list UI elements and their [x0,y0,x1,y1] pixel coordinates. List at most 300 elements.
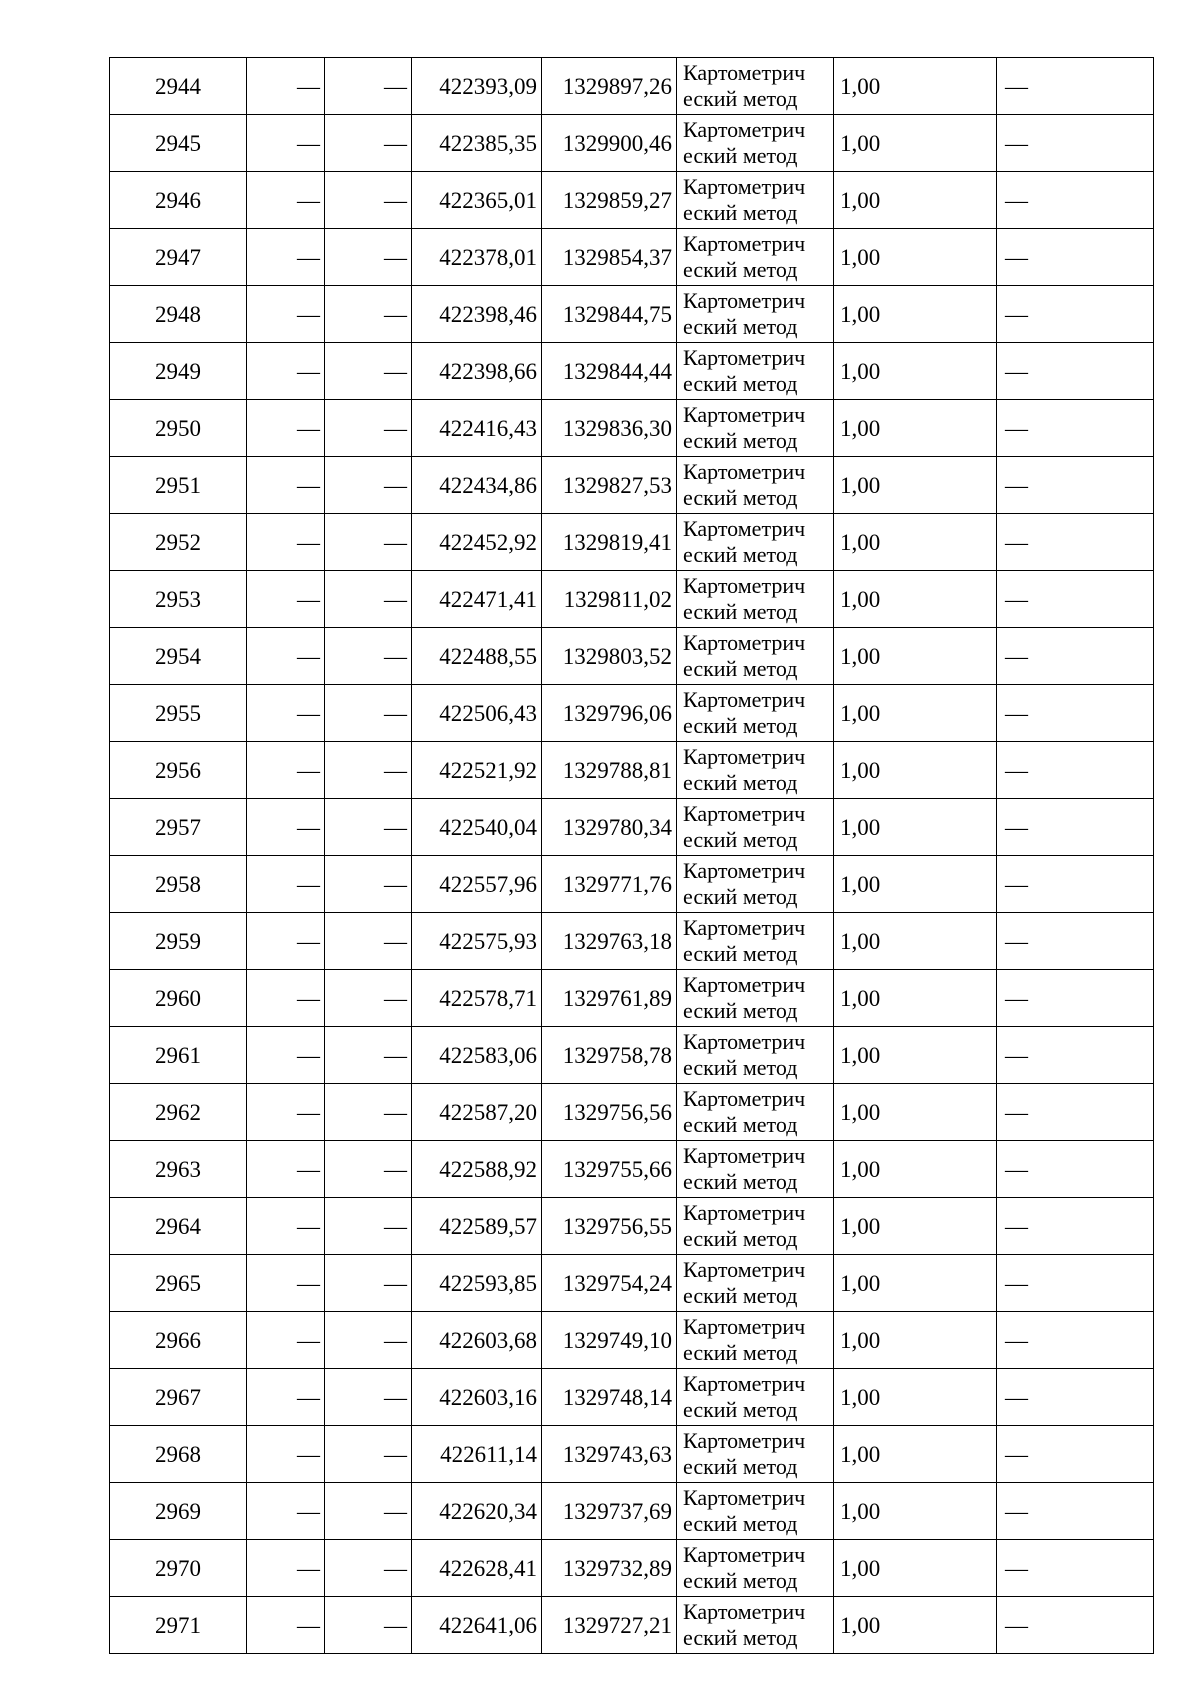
x-coordinate-cell: 422557,96 [412,856,542,913]
method-line-1: Картометрич [683,1428,806,1453]
point-number-cell: 2958 [110,856,247,913]
x-coordinate-cell: 422365,01 [412,172,542,229]
empty-col-3-cell: — [325,1198,412,1255]
accuracy-cell: 1,00 [834,913,997,970]
y-coordinate-cell: 1329749,10 [542,1312,677,1369]
point-number-cell: 2954 [110,628,247,685]
point-number-cell: 2952 [110,514,247,571]
method-cell [677,343,834,400]
x-coordinate-cell: 422593,85 [412,1255,542,1312]
point-number-cell: 2959 [110,913,247,970]
point-number-cell: 2953 [110,571,247,628]
table-row [110,514,1154,571]
x-coordinate-cell: 422416,43 [412,400,542,457]
table-row [110,58,1154,115]
method-cell [677,913,834,970]
method-line-1: Картометрич [683,1599,806,1624]
empty-col-2-cell: — [247,685,325,742]
point-number-cell: 2968 [110,1426,247,1483]
accuracy-cell: 1,00 [834,286,997,343]
empty-col-2-cell: — [247,1027,325,1084]
empty-col-9-cell: — [997,1198,1154,1255]
method-line-2: еский метод [683,1568,798,1593]
y-coordinate-cell: 1329756,56 [542,1084,677,1141]
empty-col-2-cell: — [247,1369,325,1426]
table-row [110,628,1154,685]
table-row [110,1483,1154,1540]
point-number-cell: 2955 [110,685,247,742]
method-cell [677,742,834,799]
y-coordinate-cell: 1329803,52 [542,628,677,685]
empty-col-2-cell: — [247,1426,325,1483]
empty-col-3-cell: — [325,970,412,1027]
empty-col-2-cell: — [247,628,325,685]
y-coordinate-cell: 1329859,27 [542,172,677,229]
empty-col-2-cell: — [247,1084,325,1141]
y-coordinate-cell: 1329737,69 [542,1483,677,1540]
method-line-2: еский метод [683,314,798,339]
point-number-cell: 2944 [110,58,247,115]
empty-col-3-cell: — [325,1141,412,1198]
point-number-cell: 2946 [110,172,247,229]
empty-col-2-cell: — [247,742,325,799]
table-row [110,799,1154,856]
method-cell [677,400,834,457]
table-row [110,229,1154,286]
x-coordinate-cell: 422589,57 [412,1198,542,1255]
method-line-2: еский метод [683,542,798,567]
method-line-2: еский метод [683,1397,798,1422]
empty-col-2-cell: — [247,1483,325,1540]
point-number-cell: 2960 [110,970,247,1027]
method-line-2: еский метод [683,200,798,225]
empty-col-2-cell: — [247,571,325,628]
x-coordinate-cell: 422398,66 [412,343,542,400]
accuracy-cell: 1,00 [834,1141,997,1198]
method-line-2: еский метод [683,998,798,1023]
table-row [110,172,1154,229]
y-coordinate-cell: 1329844,44 [542,343,677,400]
accuracy-cell: 1,00 [834,58,997,115]
method-cell [677,799,834,856]
empty-col-9-cell: — [997,856,1154,913]
point-number-cell: 2948 [110,286,247,343]
point-number-cell: 2962 [110,1084,247,1141]
empty-col-3-cell: — [325,1084,412,1141]
method-cell [677,1084,834,1141]
y-coordinate-cell: 1329756,55 [542,1198,677,1255]
empty-col-9-cell: — [997,1141,1154,1198]
empty-col-9-cell: — [997,1027,1154,1084]
x-coordinate-cell: 422385,35 [412,115,542,172]
x-coordinate-cell: 422583,06 [412,1027,542,1084]
point-number-cell: 2956 [110,742,247,799]
method-line-2: еский метод [683,143,798,168]
method-cell [677,229,834,286]
method-cell [677,1540,834,1597]
empty-col-9-cell: — [997,400,1154,457]
method-cell [677,1198,834,1255]
empty-col-3-cell: — [325,400,412,457]
accuracy-cell: 1,00 [834,685,997,742]
x-coordinate-cell: 422393,09 [412,58,542,115]
table-row [110,742,1154,799]
table-row [110,400,1154,457]
empty-col-2-cell: — [247,799,325,856]
x-coordinate-cell: 422603,68 [412,1312,542,1369]
y-coordinate-cell: 1329727,21 [542,1597,677,1654]
y-coordinate-cell: 1329732,89 [542,1540,677,1597]
x-coordinate-cell: 422578,71 [412,970,542,1027]
accuracy-cell: 1,00 [834,799,997,856]
empty-col-2-cell: — [247,1312,325,1369]
empty-col-3-cell: — [325,115,412,172]
point-number-cell: 2966 [110,1312,247,1369]
empty-col-2-cell: — [247,1198,325,1255]
y-coordinate-cell: 1329788,81 [542,742,677,799]
empty-col-3-cell: — [325,172,412,229]
accuracy-cell: 1,00 [834,400,997,457]
y-coordinate-cell: 1329900,46 [542,115,677,172]
method-line-1: Картометрич [683,288,806,313]
accuracy-cell: 1,00 [834,1312,997,1369]
method-line-1: Картометрич [683,231,806,256]
method-line-2: еский метод [683,428,798,453]
empty-col-3-cell: — [325,742,412,799]
empty-col-9-cell: — [997,685,1154,742]
empty-col-3-cell: — [325,1255,412,1312]
empty-col-9-cell: — [997,1540,1154,1597]
method-line-1: Картометрич [683,459,806,484]
method-line-2: еский метод [683,599,798,624]
empty-col-2-cell: — [247,115,325,172]
empty-col-3-cell: — [325,286,412,343]
table-row [110,343,1154,400]
empty-col-2-cell: — [247,970,325,1027]
method-line-1: Картометрич [683,1143,806,1168]
empty-col-9-cell: — [997,58,1154,115]
accuracy-cell: 1,00 [834,1426,997,1483]
method-line-2: еский метод [683,257,798,282]
method-line-2: еский метод [683,86,798,111]
x-coordinate-cell: 422398,46 [412,286,542,343]
method-cell [677,970,834,1027]
y-coordinate-cell: 1329811,02 [542,571,677,628]
method-line-1: Картометрич [683,801,806,826]
table-row [110,1426,1154,1483]
empty-col-3-cell: — [325,628,412,685]
empty-col-9-cell: — [997,1597,1154,1654]
x-coordinate-cell: 422488,55 [412,628,542,685]
accuracy-cell: 1,00 [834,457,997,514]
method-cell [677,1426,834,1483]
empty-col-9-cell: — [997,970,1154,1027]
method-line-2: еский метод [683,770,798,795]
y-coordinate-cell: 1329748,14 [542,1369,677,1426]
method-cell [677,1483,834,1540]
method-line-2: еский метод [683,485,798,510]
empty-col-2-cell: — [247,58,325,115]
accuracy-cell: 1,00 [834,856,997,913]
empty-col-2-cell: — [247,856,325,913]
table-row [110,1255,1154,1312]
point-number-cell: 2967 [110,1369,247,1426]
x-coordinate-cell: 422588,92 [412,1141,542,1198]
method-cell [677,571,834,628]
method-line-2: еский метод [683,1226,798,1251]
point-number-cell: 2971 [110,1597,247,1654]
empty-col-3-cell: — [325,457,412,514]
accuracy-cell: 1,00 [834,742,997,799]
empty-col-2-cell: — [247,286,325,343]
accuracy-cell: 1,00 [834,1198,997,1255]
point-number-cell: 2951 [110,457,247,514]
method-cell [677,1312,834,1369]
y-coordinate-cell: 1329796,06 [542,685,677,742]
table-row [110,1027,1154,1084]
method-cell [677,286,834,343]
point-number-cell: 2957 [110,799,247,856]
method-line-2: еский метод [683,884,798,909]
empty-col-9-cell: — [997,1255,1154,1312]
table-row [110,856,1154,913]
empty-col-3-cell: — [325,1483,412,1540]
y-coordinate-cell: 1329827,53 [542,457,677,514]
method-line-1: Картометрич [683,1542,806,1567]
point-number-cell: 2964 [110,1198,247,1255]
point-number-cell: 2961 [110,1027,247,1084]
empty-col-9-cell: — [997,172,1154,229]
table-row [110,685,1154,742]
method-line-1: Картометрич [683,744,806,769]
method-line-2: еский метод [683,827,798,852]
empty-col-2-cell: — [247,1141,325,1198]
method-line-2: еский метод [683,656,798,681]
x-coordinate-cell: 422603,16 [412,1369,542,1426]
method-line-2: еский метод [683,1055,798,1080]
table-row [110,1312,1154,1369]
accuracy-cell: 1,00 [834,514,997,571]
empty-col-2-cell: — [247,913,325,970]
empty-col-2-cell: — [247,1597,325,1654]
accuracy-cell: 1,00 [834,1540,997,1597]
y-coordinate-cell: 1329743,63 [542,1426,677,1483]
method-line-2: еский метод [683,371,798,396]
x-coordinate-cell: 422611,14 [412,1426,542,1483]
table-row [110,913,1154,970]
empty-col-9-cell: — [997,799,1154,856]
empty-col-9-cell: — [997,571,1154,628]
method-line-1: Картометрич [683,402,806,427]
y-coordinate-cell: 1329771,76 [542,856,677,913]
x-coordinate-cell: 422506,43 [412,685,542,742]
method-cell [677,1141,834,1198]
table-row [110,1540,1154,1597]
accuracy-cell: 1,00 [834,571,997,628]
x-coordinate-cell: 422641,06 [412,1597,542,1654]
method-line-2: еский метод [683,1169,798,1194]
method-line-2: еский метод [683,1625,798,1650]
table-row [110,571,1154,628]
empty-col-9-cell: — [997,1369,1154,1426]
method-line-1: Картометрич [683,858,806,883]
method-line-1: Картометрич [683,174,806,199]
x-coordinate-cell: 422471,41 [412,571,542,628]
table-body [110,58,1154,1654]
method-cell [677,115,834,172]
method-line-1: Картометрич [683,1371,806,1396]
y-coordinate-cell: 1329844,75 [542,286,677,343]
empty-col-9-cell: — [997,115,1154,172]
empty-col-3-cell: — [325,514,412,571]
accuracy-cell: 1,00 [834,1369,997,1426]
accuracy-cell: 1,00 [834,115,997,172]
method-line-1: Картометрич [683,345,806,370]
x-coordinate-cell: 422452,92 [412,514,542,571]
y-coordinate-cell: 1329854,37 [542,229,677,286]
empty-col-3-cell: — [325,58,412,115]
accuracy-cell: 1,00 [834,1027,997,1084]
method-line-1: Картометрич [683,972,806,997]
empty-col-9-cell: — [997,457,1154,514]
empty-col-2-cell: — [247,1255,325,1312]
table-row [110,1141,1154,1198]
empty-col-3-cell: — [325,856,412,913]
table-row [110,1198,1154,1255]
method-line-1: Картометрич [683,117,806,142]
method-cell [677,628,834,685]
empty-col-9-cell: — [997,1084,1154,1141]
empty-col-3-cell: — [325,1426,412,1483]
y-coordinate-cell: 1329755,66 [542,1141,677,1198]
table-row [110,1084,1154,1141]
empty-col-3-cell: — [325,229,412,286]
x-coordinate-cell: 422434,86 [412,457,542,514]
table-row [110,1597,1154,1654]
method-line-1: Картометрич [683,1029,806,1054]
empty-col-9-cell: — [997,514,1154,571]
accuracy-cell: 1,00 [834,343,997,400]
table-row [110,970,1154,1027]
method-cell [677,172,834,229]
point-number-cell: 2945 [110,115,247,172]
method-cell [677,1597,834,1654]
method-line-2: еский метод [683,941,798,966]
x-coordinate-cell: 422587,20 [412,1084,542,1141]
method-line-2: еский метод [683,1340,798,1365]
empty-col-9-cell: — [997,913,1154,970]
method-cell [677,58,834,115]
x-coordinate-cell: 422521,92 [412,742,542,799]
y-coordinate-cell: 1329763,18 [542,913,677,970]
method-line-2: еский метод [683,1511,798,1536]
empty-col-3-cell: — [325,571,412,628]
accuracy-cell: 1,00 [834,1084,997,1141]
y-coordinate-cell: 1329780,34 [542,799,677,856]
method-cell [677,1027,834,1084]
method-line-1: Картометрич [683,1086,806,1111]
x-coordinate-cell: 422540,04 [412,799,542,856]
table-row [110,286,1154,343]
y-coordinate-cell: 1329819,41 [542,514,677,571]
empty-col-2-cell: — [247,229,325,286]
point-number-cell: 2950 [110,400,247,457]
empty-col-9-cell: — [997,343,1154,400]
empty-col-2-cell: — [247,457,325,514]
method-line-1: Картометрич [683,687,806,712]
y-coordinate-cell: 1329836,30 [542,400,677,457]
accuracy-cell: 1,00 [834,628,997,685]
y-coordinate-cell: 1329758,78 [542,1027,677,1084]
x-coordinate-cell: 422378,01 [412,229,542,286]
method-line-1: Картометрич [683,516,806,541]
empty-col-2-cell: — [247,343,325,400]
method-cell [677,1255,834,1312]
empty-col-9-cell: — [997,229,1154,286]
method-line-2: еский метод [683,1112,798,1137]
method-line-1: Картометрич [683,1200,806,1225]
method-cell [677,457,834,514]
empty-col-3-cell: — [325,1027,412,1084]
empty-col-3-cell: — [325,343,412,400]
y-coordinate-cell: 1329754,24 [542,1255,677,1312]
empty-col-9-cell: — [997,742,1154,799]
empty-col-3-cell: — [325,1597,412,1654]
empty-col-2-cell: — [247,172,325,229]
method-line-2: еский метод [683,713,798,738]
method-cell [677,856,834,913]
empty-col-2-cell: — [247,400,325,457]
method-line-1: Картометрич [683,915,806,940]
method-line-1: Картометрич [683,573,806,598]
x-coordinate-cell: 422575,93 [412,913,542,970]
point-number-cell: 2970 [110,1540,247,1597]
y-coordinate-cell: 1329761,89 [542,970,677,1027]
accuracy-cell: 1,00 [834,1483,997,1540]
empty-col-3-cell: — [325,913,412,970]
point-number-cell: 2963 [110,1141,247,1198]
x-coordinate-cell: 422628,41 [412,1540,542,1597]
empty-col-9-cell: — [997,1426,1154,1483]
accuracy-cell: 1,00 [834,1255,997,1312]
accuracy-cell: 1,00 [834,229,997,286]
method-cell [677,685,834,742]
table-row [110,115,1154,172]
empty-col-9-cell: — [997,628,1154,685]
method-cell [677,514,834,571]
empty-col-9-cell: — [997,286,1154,343]
accuracy-cell: 1,00 [834,970,997,1027]
method-line-2: еский метод [683,1454,798,1479]
point-number-cell: 2965 [110,1255,247,1312]
method-line-1: Картометрич [683,60,806,85]
point-number-cell: 2969 [110,1483,247,1540]
table-row [110,1369,1154,1426]
method-line-1: Картометрич [683,1314,806,1339]
method-line-2: еский метод [683,1283,798,1308]
method-line-1: Картометрич [683,1257,806,1282]
point-number-cell: 2947 [110,229,247,286]
empty-col-3-cell: — [325,685,412,742]
accuracy-cell: 1,00 [834,172,997,229]
empty-col-3-cell: — [325,1312,412,1369]
empty-col-3-cell: — [325,799,412,856]
coordinates-table [109,57,1154,1654]
method-cell [677,1369,834,1426]
method-line-1: Картометрич [683,630,806,655]
empty-col-3-cell: — [325,1540,412,1597]
table-row [110,457,1154,514]
